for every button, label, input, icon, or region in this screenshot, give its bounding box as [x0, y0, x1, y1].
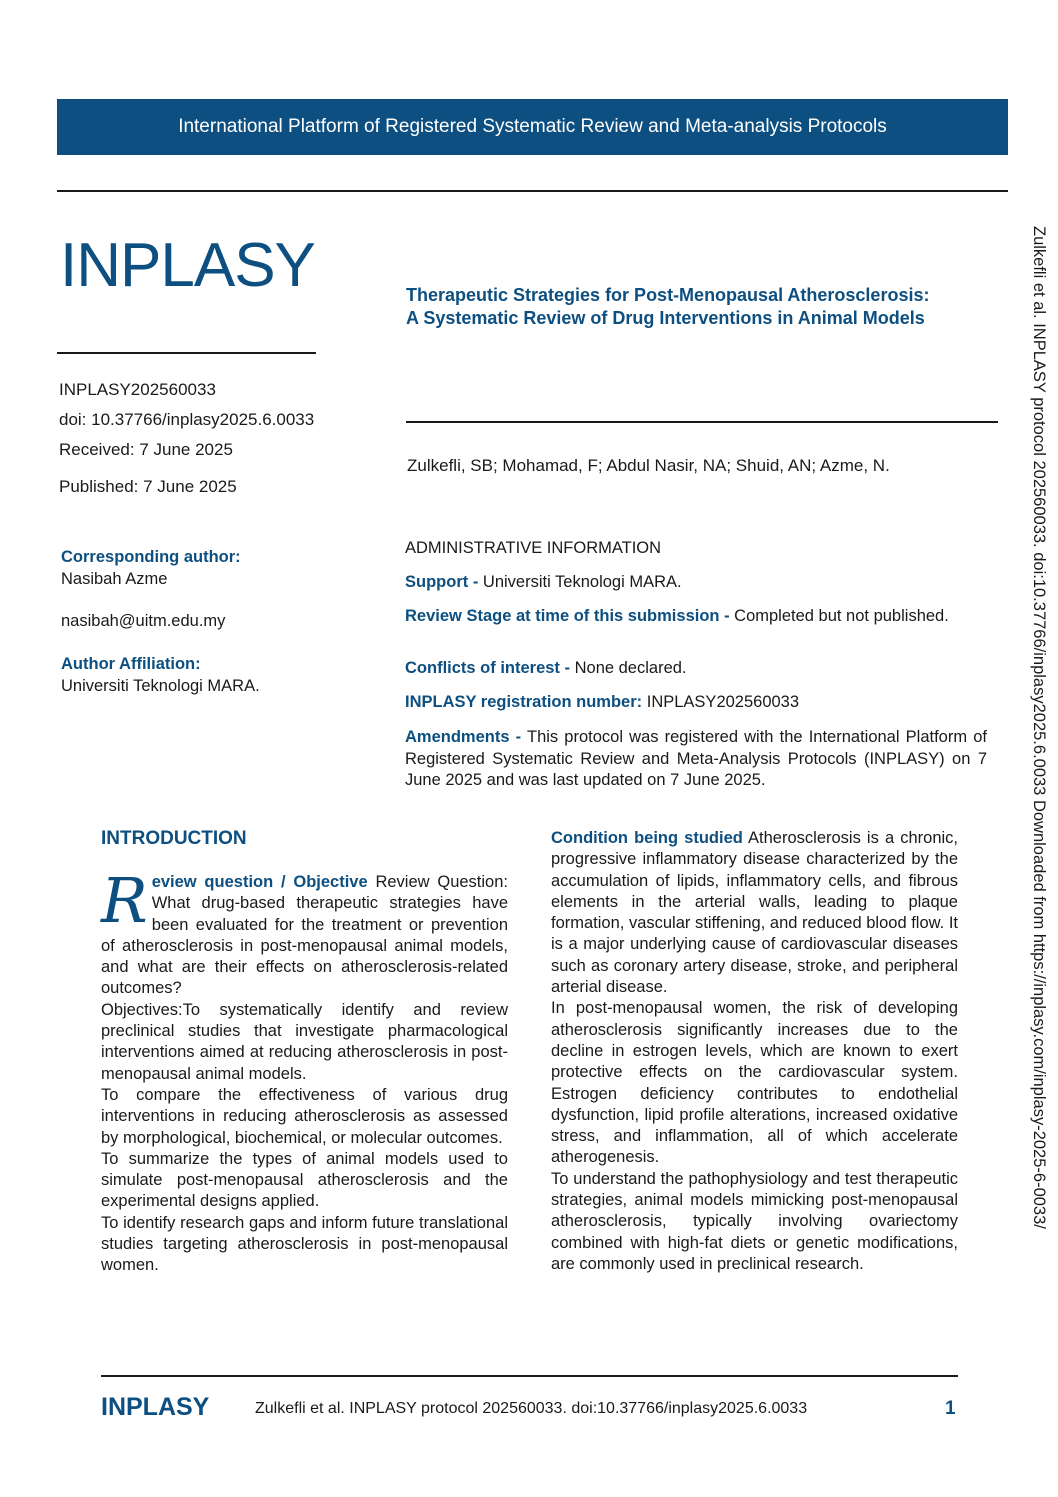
objective-2: To compare the effectiveness of various drug interventions in reducing atherosclerosis as assessed by morphological, biochemical, or molecular outcomes.	[101, 1085, 508, 1147]
affiliation-label: Author Affiliation:	[61, 655, 201, 673]
header-banner	[57, 99, 1008, 155]
footer-citation: Zulkefli et al. INPLASY protocol 202560033. doi:10.37766/inplasy2025.6.0033	[255, 1400, 808, 1417]
title-line-1: Therapeutic Strategies for Post-Menopausal Atherosclerosis:	[406, 285, 930, 305]
introduction-heading: INTRODUCTION	[101, 828, 247, 849]
affiliation-value: Universiti Teknologi MARA.	[61, 677, 260, 695]
admin-stage	[405, 606, 987, 626]
author-list: Zulkefli, SB; Mohamad, F; Abdul Nasir, NA; Shuid, AN; Azme, N.	[407, 456, 890, 475]
inplasy-logo: INPLASY	[60, 231, 315, 300]
stage-label: Review Stage at time of this submission -	[405, 607, 730, 625]
published-date: Published: 7 June 2025	[59, 477, 237, 496]
admin-registration	[405, 692, 987, 712]
condition-label: Condition being studied	[551, 829, 743, 847]
doi: doi: 10.37766/inplasy2025.6.0033	[59, 410, 315, 429]
footer-divider	[101, 1375, 958, 1377]
page-number: 1	[945, 1398, 956, 1419]
review-question-label: eview question / Objective	[151, 873, 368, 891]
logo-divider	[57, 352, 316, 354]
support-label: Support -	[405, 573, 479, 591]
condition-paragraph-1	[551, 828, 958, 998]
objective-4: To identify research gaps and inform future translational studies targeting atherosclerosis in post-menopausal women.	[101, 1213, 508, 1275]
conflicts-value: None declared.	[570, 659, 687, 677]
registration-value: INPLASY202560033	[642, 693, 800, 711]
admin-heading: ADMINISTRATIVE INFORMATION	[405, 539, 662, 557]
corresponding-email[interactable]: nasibah@uitm.edu.my	[61, 612, 226, 630]
support-value: Universiti Teknologi MARA.	[478, 573, 682, 591]
received-date: Received: 7 June 2025	[59, 440, 233, 459]
review-question	[101, 864, 508, 1000]
paper-title	[406, 284, 1006, 330]
conflicts-label: Conflicts of interest -	[405, 659, 571, 677]
corresponding-label: Corresponding author:	[61, 548, 241, 566]
amendments-label: Amendments -	[405, 728, 522, 746]
footer-logo: INPLASY	[101, 1393, 210, 1421]
condition-paragraph-3: To understand the pathophysiology and test therapeutic strategies, animal models mimicking post-menopausal atherosclerosis, typically involving ovariectomy combined with high-fat diets or genetic modifications, are commonly used in preclinical research.	[551, 1169, 958, 1273]
header-divider	[57, 190, 1008, 192]
stage-value: Completed but not published.	[729, 607, 949, 625]
admin-conflicts	[405, 658, 987, 678]
protocol-id: INPLASY202560033	[59, 380, 216, 399]
objective-3: To summarize the types of animal models used to simulate post-menopausal atherosclerosis and the experimental designs applied.	[101, 1149, 508, 1211]
banner-text: International Platform of Registered Systematic Review and Meta-analysis Protocols	[178, 116, 887, 137]
condition-column	[551, 828, 958, 1275]
title-divider	[406, 421, 998, 423]
review-question-text: Review Question: What drug-based therapeutic strategies have been evaluated for the treatment or prevention of atherosclerosis in post-menopausal animal models, and what are their effects on atherosclerosis-related outcomes?	[101, 873, 508, 998]
admin-support	[405, 572, 987, 592]
admin-amendments	[405, 727, 987, 792]
objective-1: Objectives:To systematically identify and review preclinical studies that investigate pharmacological interventions aimed at reducing atherosclerosis in post-menopausal animal models.	[101, 1000, 508, 1083]
dropcap: R	[101, 864, 148, 937]
registration-label: INPLASY registration number:	[405, 693, 643, 711]
amendments-value: This protocol was registered with the International Platform of Registered Systematic Review and Meta-Analysis Protocols (INPLASY) on 7 June 2025 and was last updated on 7 June 2025.	[405, 728, 987, 789]
condition-text: Atherosclerosis is a chronic, progressive inflammatory disease characterized by the accumulation of lipids, inflammatory cells, and fibrous elements in the arterial walls, leading to plaque formation, vascular stiffening, and reduced blood flow. It is a major underlying cause of cardiovascular diseases such as coronary artery disease, stroke, and peripheral arterial disease.	[551, 829, 958, 997]
corresponding-name: Nasibah Azme	[61, 570, 168, 588]
condition-paragraph-2: In post-menopausal women, the risk of developing atherosclerosis significantly increases due to the decline in estrogen levels, which are known to exert protective effects on the cardiovascular system. Estrogen deficiency contributes to endothelial dysfunction, lipid profile alterations, increased oxidative stress, and inflammation, all of which accelerate atherogenesis.	[551, 999, 958, 1167]
introduction-column	[101, 864, 508, 1277]
title-line-2: A Systematic Review of Drug Interventions in Animal Models	[406, 308, 925, 328]
side-download-notice: Zulkefli et al. INPLASY protocol 202560033. doi:10.37766/inplasy2025.6.0033 Downloaded from https://inplasy.com/inplasy-2025-6-0033/	[1030, 226, 1048, 1229]
